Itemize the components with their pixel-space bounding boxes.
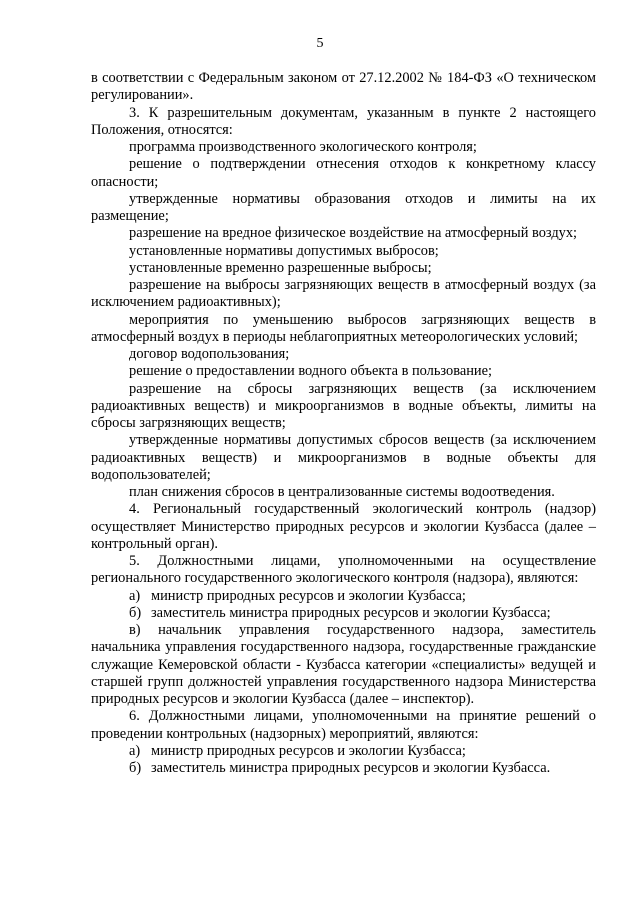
- permit-item: разрешение на сбросы загрязняющих веществ (за исключением радиоактивных веществ) и микроорганизмов в водные объекты, лимиты на сбросы загрязняющих веществ;: [91, 380, 596, 431]
- list-marker: а): [129, 742, 141, 759]
- document-body: [91, 70, 596, 777]
- permit-item: план снижения сбросов в централизованные системы водоотведения.: [129, 484, 555, 500]
- paragraph-6: 6. Должностными лицами, уполномоченными на принятие решений о проведении контрольных (надзорных) мероприятий, являются:: [91, 708, 596, 742]
- decision-makers-list: [91, 743, 596, 778]
- permit-item: утвержденные нормативы образования отходов и лимиты на их размещение;: [91, 190, 596, 224]
- page-number: 5: [316, 36, 324, 51]
- permit-item: установленные нормативы допустимых выбросов;: [129, 242, 439, 259]
- paragraph-5: 5. Должностными лицами, уполномоченными на осуществление регионального государственного экологического контроля (надзора), являются:: [91, 553, 596, 587]
- permit-item: программа производственного экологического контроля;: [129, 139, 477, 155]
- officials-list: [91, 588, 596, 709]
- list-item: [91, 605, 596, 622]
- list-marker: б): [129, 760, 142, 776]
- permit-item: разрешение на вредное физическое воздействие на атмосферный воздух;: [129, 225, 578, 242]
- list-marker: в): [129, 622, 141, 638]
- list-item-text: начальник управления государственного надзора, заместитель начальника управления государственного надзора, государственные гражданские служащие Кемеровской области - Кузбасса категории «специалисты» ведущей и старшей групп должностей управления государственного надзора Министерства природных ресурсов и экологии Кузбасса (далее – инспектор).: [91, 622, 596, 707]
- list-item-text: министр природных ресурсов и экологии Кузбасса;: [151, 587, 466, 604]
- permit-item: решение о подтверждении отнесения отходов к конкретному классу опасности;: [91, 156, 596, 190]
- permit-item: утвержденные нормативы допустимых сбросов веществ (за исключением радиоактивных веществ) и микроорганизмов в водные объекты для водопользователей;: [91, 432, 596, 483]
- permit-item: договор водопользования;: [129, 346, 290, 362]
- list-marker: б): [129, 604, 142, 621]
- list-marker: а): [129, 587, 141, 604]
- list-item-text: заместитель министра природных ресурсов и экологии Кузбасса;: [151, 604, 551, 621]
- list-item-text: министр природных ресурсов и экологии Кузбасса;: [151, 742, 466, 759]
- permit-item: установленные временно разрешенные выбросы;: [129, 259, 432, 276]
- paragraph-continuation: в соответствии с Федеральным законом от 27.12.2002 № 184-ФЗ «О техническом регулировании».: [91, 70, 596, 104]
- list-item: [91, 760, 596, 777]
- list-item: [91, 588, 596, 605]
- paragraph-3: 3. К разрешительным документам, указанным в пункте 2 настоящего Положения, относятся:: [91, 104, 596, 138]
- list-item: [91, 743, 596, 760]
- list-item-text: заместитель министра природных ресурсов и экологии Кузбасса.: [151, 760, 551, 776]
- permit-item: разрешение на выбросы загрязняющих веществ в атмосферный воздух (за исключением радиоактивных);: [91, 277, 596, 311]
- permit-item: мероприятия по уменьшению выбросов загрязняющих веществ в атмосферный воздух в периоды неблагоприятных метеорологических условий;: [91, 311, 596, 345]
- permit-item: решение о предоставлении водного объекта в пользование;: [129, 363, 493, 380]
- paragraph-4: 4. Региональный государственный экологический контроль (надзор) осуществляет Министерство природных ресурсов и экологии Кузбасса (далее – контрольный орган).: [91, 501, 596, 552]
- list-item: [91, 622, 596, 708]
